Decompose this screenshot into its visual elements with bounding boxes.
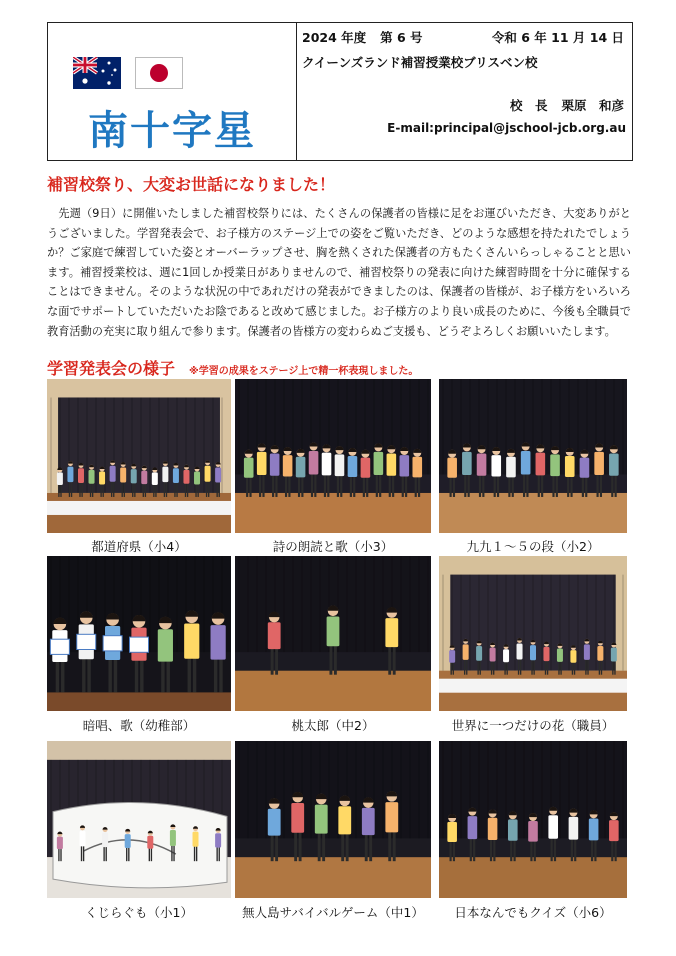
photo-caption: 都道府県（小4） <box>91 539 187 554</box>
stage-photo-illustration <box>439 379 627 533</box>
article-heading: 補習校祭り、大変お世話になりました！ <box>47 175 336 194</box>
stage-photo-illustration <box>47 556 231 711</box>
stage-photo <box>439 741 627 898</box>
stage-photo-illustration <box>47 741 231 898</box>
stage-photo-illustration <box>47 379 231 533</box>
photo-caption: 日本なんでもクイズ（小6） <box>454 905 612 920</box>
stage-photo <box>47 556 231 711</box>
stage-photo <box>47 379 231 533</box>
newsletter-title: 南十字星 <box>88 108 256 154</box>
article-body: 先週（9日）に開催いたしました補習校祭りには、たくさんの保護者の皆様に足をお運びいただき、大変ありがとうございました。学習発表会で、お子様方のステージ上での姿をご覧いただき、どのような感想を持たれたでしょうか？ご家庭で練習していた姿とオーバーラップさせ、胸を熱くされた保護者の方もたくさんいらっしゃることと思います。補習授業校は、週に1回しか授業日がありませんので、補習校祭りの発表に向けた練習時間を十分に確保することはできません。そのような状況の中であれだけの発表ができましたのは、保護者の皆様が、お子様方をいろいろな面でサポートしていただいたお陰であると改めて感じました。お子様方のより良い成長のために、今後も全職員で教育活動の充実に取り組んで参ります。保護者の皆様方の変わらぬご支援も、どうぞよろしくお願いいたします。 <box>47 207 631 338</box>
japan-flag-icon <box>135 57 183 89</box>
photo-caption: 九九１～５の段（小2） <box>466 539 600 554</box>
stage-photo-illustration <box>235 741 431 898</box>
photo-caption: 詩の朗読と歌（小3） <box>272 539 394 554</box>
gallery-note: ※学習の成果をステージ上で精一杯表現しました。 <box>189 366 419 377</box>
school-name: クイーンズランド補習授業校ブリスベン校 <box>302 55 538 70</box>
masthead-info-panel <box>297 23 632 160</box>
photo-caption: 桃太郎（中2） <box>291 718 375 733</box>
masthead-title-panel <box>48 23 297 160</box>
photo-caption: 世界に一つだけの花（職員） <box>451 718 615 733</box>
masthead <box>47 22 633 161</box>
issue-date: 令和 6 年 11 月 14 日 <box>491 30 624 45</box>
gallery-heading: 学習発表会の様子 ※学習の成果をステージ上で精一杯表現しました。 <box>47 359 419 378</box>
principal-email: E-mail:principal@jschool-jcb.org.au <box>387 121 626 135</box>
stage-photo <box>439 379 627 533</box>
stage-photo <box>47 741 231 898</box>
stage-photo <box>439 556 627 711</box>
stage-photo-illustration <box>439 741 627 898</box>
issue-number: 2024 年度 第 6 号 <box>302 30 423 45</box>
stage-photo-illustration <box>439 556 627 711</box>
australia-flag-icon <box>73 57 121 89</box>
stage-photo-illustration <box>235 556 431 711</box>
photo-caption: くじらぐも（小1） <box>85 905 193 920</box>
principal-line: 校 長 栗原 和彦 <box>509 98 624 113</box>
stage-photo <box>235 556 431 711</box>
photo-caption: 暗唱、歌（幼稚部） <box>82 718 196 733</box>
stage-photo <box>235 741 431 898</box>
stage-photo-illustration <box>235 379 431 533</box>
photo-caption: 無人島サバイバルゲーム（中1） <box>242 905 424 920</box>
stage-photo <box>235 379 431 533</box>
